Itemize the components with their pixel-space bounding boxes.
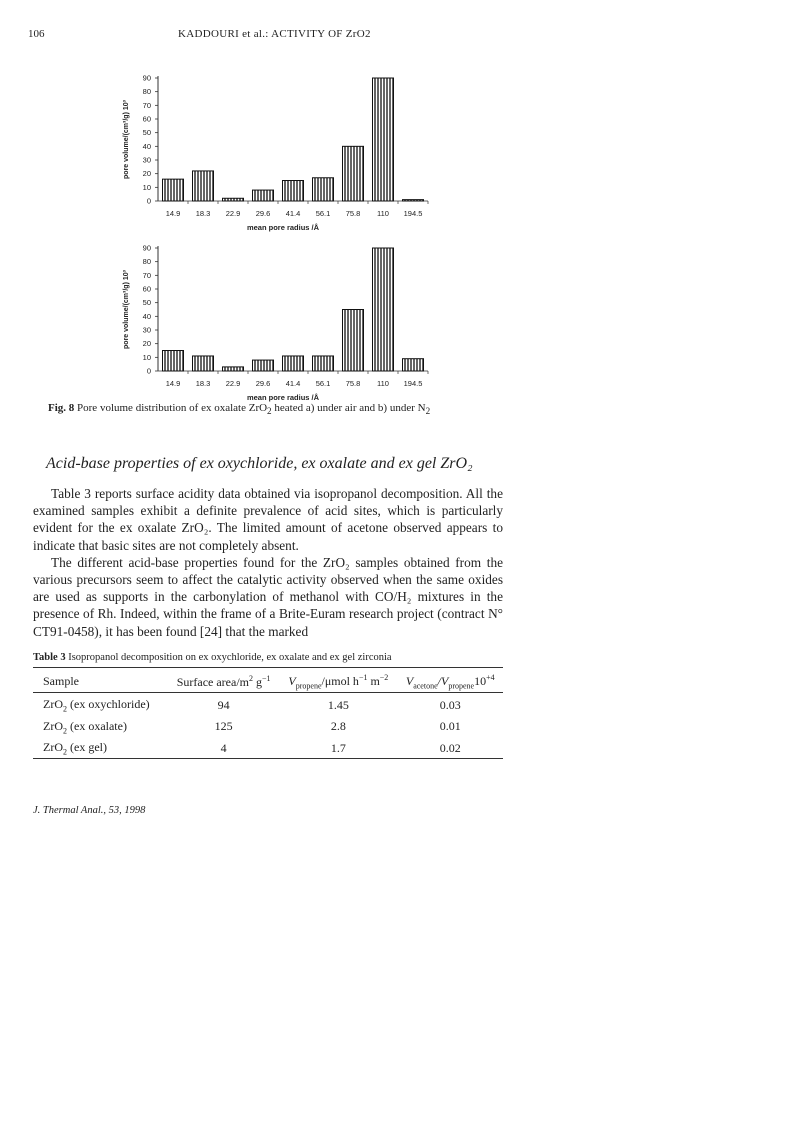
- y-tick-label: 40: [142, 311, 151, 321]
- y-tick-label: 50: [142, 128, 151, 138]
- cell-ratio: 0.03: [439, 698, 461, 713]
- cell-area: 94: [217, 698, 230, 713]
- cell-sample: ZrO$_2$ (ex oxychloride): [43, 697, 150, 714]
- bar-194.5: [403, 359, 424, 371]
- y-tick-label: 0: [146, 196, 151, 206]
- bar-75.8: [343, 146, 364, 201]
- page-number: 106: [28, 28, 45, 40]
- bar-22.9: [223, 367, 244, 371]
- table-row: [33, 693, 503, 715]
- y-tick-label: 30: [142, 155, 151, 165]
- y-tick-label: 10: [142, 182, 151, 192]
- cell-vpropene: 1.45: [327, 698, 349, 713]
- cell-ratio: 0.02: [397, 736, 503, 758]
- x-tick-label: 18.3: [195, 379, 211, 388]
- paragraph: Table 3 reports surface acidity data obtained via isopropanol decomposition. All the examined samples exhibit a definite prevalence of acid sites, which is particularly evident for the ex oxalate ZrO₂. The limited amount of acetone observed appears to indicate that basic sites are not completely absent.: [33, 486, 503, 553]
- y-tick-label: 80: [142, 257, 151, 267]
- y-tick-label: 20: [142, 169, 151, 179]
- x-tick-label: 29.6: [255, 379, 271, 388]
- y-tick-label: 70: [142, 100, 151, 110]
- bar-41.4: [283, 181, 304, 202]
- bar-41.4: [283, 356, 304, 371]
- bar-110: [373, 248, 394, 371]
- x-tick-label: 41.4: [285, 209, 301, 218]
- y-tick-label: 90: [142, 243, 151, 253]
- x-tick-label: 14.9: [165, 209, 181, 218]
- pore-volume-chart-b: [110, 240, 450, 405]
- bar-29.6: [253, 190, 274, 201]
- bar-110: [373, 78, 394, 201]
- section-heading: Acid-base properties of ex oxychloride, ex oxalate and ex gel ZrO₂: [46, 455, 473, 472]
- x-axis-title: mean pore radius /Å: [246, 393, 320, 402]
- table-label: Table 3: [33, 652, 66, 663]
- y-tick-label: 60: [142, 284, 151, 294]
- x-tick-label: 110: [377, 209, 389, 218]
- bar-56.1: [313, 356, 334, 371]
- x-tick-label: 41.4: [285, 379, 301, 388]
- y-tick-label: 40: [142, 141, 151, 151]
- col-sample: Sample: [33, 668, 168, 693]
- y-tick-label: 70: [142, 270, 151, 280]
- bar-14.9: [163, 179, 184, 201]
- bar-22.9: [223, 198, 244, 201]
- bar-56.1: [313, 178, 334, 201]
- cell-area: 4: [168, 736, 279, 758]
- body-text: [33, 485, 503, 640]
- bar-14.9: [163, 351, 184, 372]
- x-tick-label: 14.9: [165, 379, 181, 388]
- paragraph: The different acid-base properties found for the ZrO₂ samples obtained from the various precursors seem to affect the catalytic activity observed when the same oxides are used as supports in the carbonylation of methanol with CO/H₂ mixtures in the presence of Rh. Indeed, within the frame of a Brite-Euram research project (contract N° CT91-0458), it has been found [24] that the marked: [33, 554, 503, 639]
- y-tick-label: 20: [142, 339, 151, 349]
- x-tick-label: 56.1: [315, 379, 331, 388]
- journal-footer: J. Thermal Anal., 53, 1998: [33, 805, 146, 816]
- cell-sample: ZrO$_2$ (ex gel): [33, 736, 168, 758]
- y-tick-label: 10: [142, 352, 151, 362]
- y-tick-label: 90: [142, 73, 151, 83]
- table-header-row: [33, 668, 503, 693]
- pore-volume-chart-a: [110, 70, 450, 240]
- figure-label: Fig. 8: [48, 402, 75, 414]
- x-tick-label: 22.9: [225, 209, 241, 218]
- table-caption: Table 3 Isopropanol decomposition on ex oxychloride, ex oxalate and ex gel zirconia: [33, 652, 392, 663]
- col-surface-area: Surface area/$m^2$ $g^{-1}$: [168, 668, 279, 693]
- x-tick-label: 75.8: [345, 379, 361, 388]
- x-tick-label: 75.8: [345, 209, 361, 218]
- table-row: [33, 736, 503, 758]
- col-ratio: $V_{acetone}/V_{propene}10^{+4}$: [397, 668, 503, 693]
- y-tick-label: 60: [142, 114, 151, 124]
- bar-18.3: [193, 356, 214, 371]
- bar-194.5: [403, 200, 424, 201]
- x-tick-label: 56.1: [315, 209, 331, 218]
- x-tick-label: 110: [377, 379, 389, 388]
- figure-caption: Fig. 8 Pore volume distribution of ex oxalate ZrO$_2$ heated a) under air and b) under $N_2$: [48, 402, 431, 417]
- cell-vpropene: 2.8: [330, 719, 346, 734]
- cell-sample: ZrO$_2$ (ex oxalate): [43, 718, 127, 736]
- cell-ratio: 0.01: [439, 719, 461, 734]
- cell-area: 125: [214, 719, 233, 734]
- x-tick-label: 18.3: [195, 209, 211, 218]
- y-axis-title: pore volume/(cm³/g) 10³: [123, 270, 130, 349]
- col-vpropene: $V_{propene}$/μmol $h^{-1}$ $m^{-2}$: [279, 668, 397, 693]
- x-tick-label: 194.5: [403, 209, 423, 218]
- bar-29.6: [253, 360, 274, 371]
- y-tick-label: 0: [146, 366, 151, 376]
- running-head: KADDOURI et al.: ACTIVITY OF ZrO2: [178, 28, 371, 40]
- x-tick-label: 29.6: [255, 209, 271, 218]
- x-axis-title: mean pore radius /Å: [246, 223, 320, 232]
- bar-18.3: [193, 171, 214, 201]
- x-tick-label: 194.5: [403, 379, 423, 388]
- x-tick-label: 22.9: [225, 379, 241, 388]
- cell-vpropene: 1.7: [279, 736, 397, 758]
- y-tick-label: 30: [142, 325, 151, 335]
- bar-75.8: [343, 310, 364, 372]
- table-row: [33, 715, 503, 736]
- isopropanol-table: [33, 667, 503, 759]
- y-axis-title: pore volume/(cm³/g) 10³: [123, 100, 130, 179]
- y-tick-label: 50: [142, 298, 151, 308]
- y-tick-label: 80: [142, 87, 151, 97]
